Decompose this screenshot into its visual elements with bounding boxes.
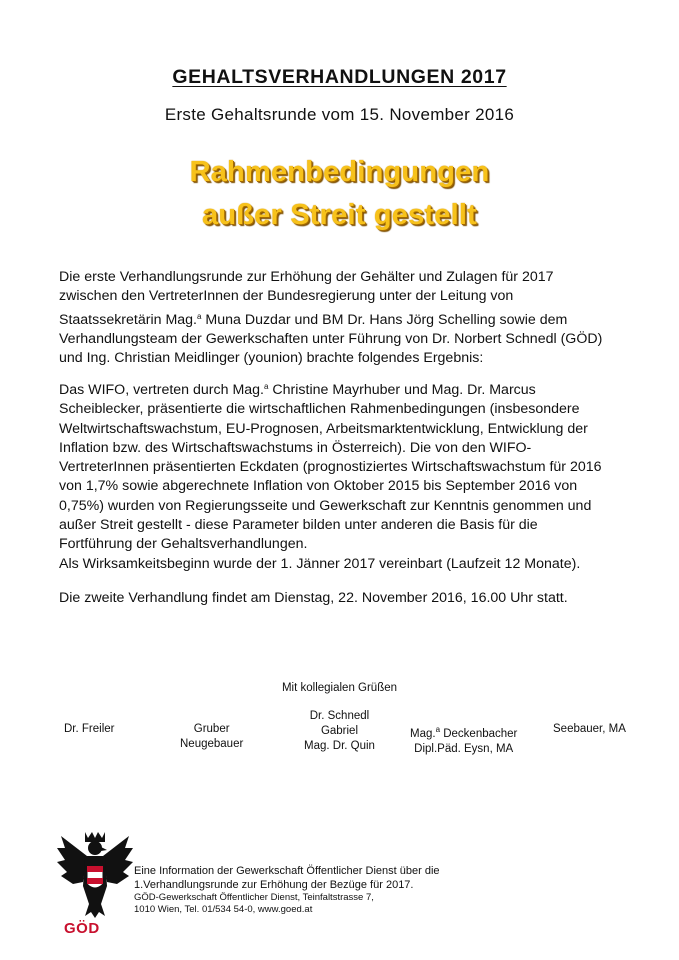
signature-name: Gruber <box>193 723 230 735</box>
text-span: Christine Mayrhuber und Mag. Dr. Marcus <box>268 382 536 398</box>
paragraph-line: Scheiblecker, präsentierte die wirtschaftlichen Rahmenbedingungen (insbesondere <box>59 401 580 418</box>
paragraph-line: Die zweite Verhandlung findet am Dienstag, 22. November 2016, 16.00 Uhr statt. <box>59 590 568 606</box>
paragraph-line: außer Streit gestellt - diese Parameter bilden unter anderen die Basis für die <box>59 517 538 534</box>
footer-line: 1.Verhandlungsrunde zur Erhöhung der Bezüge für 2017. <box>134 878 414 891</box>
headline-line-2: außer Streit gestellt <box>202 199 477 231</box>
paragraph-3 <box>59 589 639 608</box>
closing-greeting: Mit kollegialen Grüßen <box>281 682 398 694</box>
signature-freiler <box>64 722 114 737</box>
paragraph-line: Als Wirksamkeitsbeginn wurde der 1. Jänner 2017 vereinbart (Laufzeit 12 Monate). <box>59 555 581 572</box>
footer-contact: 1010 Wien, Tel. 01/534 54-0, www.goed.at <box>134 903 313 915</box>
superscript: a <box>435 725 441 734</box>
signature-gruber <box>180 722 243 752</box>
paragraph-line: von 1,7% sowie abgerechnete Inflation von Oktober 2015 bis September 2016 von <box>59 478 578 495</box>
footer-address: GÖD-Gewerkschaft Öffentlicher Dienst, Teinfaltstrasse 7, <box>134 892 374 903</box>
text-span: Staatssekretärin Mag. <box>59 311 197 328</box>
signature-name: Dipl.Päd. Eysn, MA <box>414 743 514 755</box>
superscript: a <box>264 382 269 391</box>
document-subtitle: Erste Gehaltsrunde vom 15. November 2016 <box>164 105 515 124</box>
paragraph-line <box>59 307 639 330</box>
text-span: Das WIFO, vertreten durch Mag. <box>59 382 264 398</box>
signature-name: Gabriel <box>320 725 359 737</box>
headline-line-1: Rahmenbedingungen <box>189 156 490 188</box>
footer-info <box>134 865 440 915</box>
signature-name <box>410 722 517 742</box>
signature-name: Mag. Dr. Quin <box>304 740 375 752</box>
text-span: Deckenbacher <box>440 728 518 740</box>
signature-name: Neugebauer <box>180 738 244 750</box>
superscript: a <box>197 311 202 321</box>
paragraph-line: Inflation bzw. des Wirtschaftswachstums in Österreich). Die von den WIFO- <box>59 439 532 456</box>
footer-line: Eine Information der Gewerkschaft Öffentlicher Dienst über die <box>134 865 440 877</box>
paragraph-1 <box>59 268 639 368</box>
signature-name: Dr. Schnedl <box>309 710 370 722</box>
paragraph-line: zwischen den VertreterInnen der Bundesregierung unter der Leitung von <box>59 288 514 305</box>
paragraph-line: Weltwirtschaftswachstum, EU-Prognosen, Arbeitsmarktentwicklung, Entwicklung der <box>59 420 588 437</box>
paragraph-line: Fortführung der Gehaltsverhandlungen. <box>59 536 308 553</box>
signature-schnedl <box>304 709 375 754</box>
paragraph-line: und Ing. Christian Meidlinger (younion) brachte folgendes Ergebnis: <box>59 350 484 367</box>
logo-text: GÖD <box>64 920 100 937</box>
signature-deckenbacher <box>410 722 517 757</box>
signature-name: Seebauer, MA <box>553 723 626 735</box>
text-span: Muna Duzdar und BM Dr. Hans Jörg Schelling sowie dem <box>201 311 568 328</box>
signature-seebauer <box>553 722 626 737</box>
paragraph-line: Verhandlungsteam der Gewerkschaften unter Führung von Dr. Norbert Schnedl (GÖD) <box>59 330 603 347</box>
signature-name: Dr. Freiler <box>64 723 115 735</box>
paragraph-line: 0,75%) wurden von Regierungsseite und Gewerkschaft zur Kenntnis genommen und <box>59 497 592 514</box>
paragraph-line: Die erste Verhandlungsrunde zur Erhöhung der Gehälter und Zulagen für 2017 <box>59 269 554 285</box>
paragraph-line: VertreterInnen präsentierten Eckdaten (prognostiziertes Wirtschaftswachstum für 2016 <box>59 459 602 476</box>
document-title: GEHALTSVERHANDLUNGEN 2017 <box>172 66 507 88</box>
paragraph-line <box>59 377 639 400</box>
text-span: Mag. <box>410 728 436 740</box>
paragraph-2 <box>59 377 639 574</box>
